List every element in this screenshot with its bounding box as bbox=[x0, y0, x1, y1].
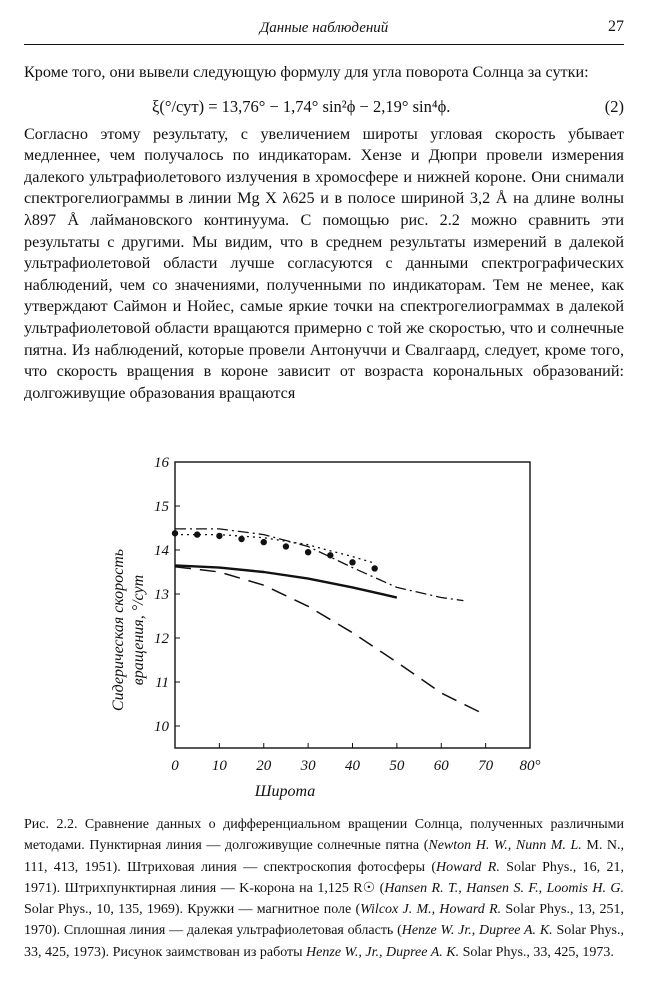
caption-ref-author: Henze W., Jr., Dupree A. K. bbox=[306, 944, 460, 960]
magnetic-field-point bbox=[238, 536, 244, 542]
x-tick-label: 80° bbox=[519, 758, 541, 774]
caption-text: Рис. 2.2. Сравнение данных о дифференциальном вращении Солнца, полученных различными методами. Пунктирная линия — долгоживущие солнечные пятна ( bbox=[24, 817, 624, 854]
magnetic-field-point bbox=[283, 543, 289, 549]
formula bbox=[24, 88, 624, 122]
page-header bbox=[24, 18, 624, 40]
magnetic-field-point bbox=[371, 565, 377, 571]
caption-ref-author: Howard R. bbox=[436, 859, 500, 875]
magnetic-field-point bbox=[349, 559, 355, 565]
x-tick-label: 70 bbox=[478, 758, 494, 774]
formula-number: (2) bbox=[604, 96, 624, 116]
y-axis-label: вращения, °/сут bbox=[130, 574, 147, 686]
running-title: Данные наблюдений bbox=[259, 20, 389, 36]
caption-ref-author: Hansen R. T., Hansen S. F., Loomis H. G. bbox=[384, 880, 625, 896]
x-tick-label: 30 bbox=[300, 758, 316, 774]
intro-paragraph: Кроме того, они вывели следующую формулу для угла поворота Солнца за сутки: bbox=[24, 63, 589, 81]
magnetic-field-point bbox=[216, 533, 222, 539]
series-line-dashdot bbox=[175, 529, 463, 601]
x-tick-label: 50 bbox=[389, 758, 405, 774]
series-line-dotted bbox=[175, 535, 375, 564]
x-tick-label: 0 bbox=[171, 758, 179, 774]
figure-caption bbox=[24, 814, 624, 963]
y-tick-label: 15 bbox=[154, 499, 169, 515]
magnetic-field-point bbox=[194, 531, 200, 537]
y-tick-label: 12 bbox=[154, 631, 169, 647]
caption-ref-author: Wilcox J. M., Howard R. bbox=[360, 902, 502, 918]
caption-text: Solar Phys., 33, 425, 1973). Рисунок заимствован из работы bbox=[24, 923, 624, 960]
body-paragraph: Согласно этому результату, с увеличением широты угловая скорость убывает медленнее, чем получалось по индикаторам. Хензе и Дюпри провели измерения далекого ультрафиолетового излучения в хромосфере и нижней короне. Они снимали спектрогелиограммы в линии Mg X λ625 и в полосе шириной 3,2 Å на длине волны λ897 Å лаймановского континуума. С помощью рис. 2.2 можно сравнить эти результаты с другими. Мы видим, что в среднем результаты измерений в далекой ультрафиолетовой области лучше согласуются с данными спектрографических наблюдений, чем со значениями, полученными по индикаторам. Тем не менее, как утверждают Саймон и Нойес, самые яркие точки на спектрогелиограммах в далекой ультрафиолетовой области вращаются примерно с той же скоростью, что и солнечные пятна. Из наблюдений, которые провели Антонуччи и Свалгаард, следует, кроме того, что скорость вращения в короне зависит от возраста корональных образований: долгоживущие образования вращаются bbox=[24, 124, 624, 402]
y-tick-label: 11 bbox=[155, 675, 169, 691]
x-tick-label: 10 bbox=[211, 758, 227, 774]
magnetic-field-point bbox=[305, 549, 311, 555]
y-tick-label: 14 bbox=[154, 543, 169, 559]
x-tick-label: 60 bbox=[433, 758, 449, 774]
y-axis-label: Сидерическая скорость bbox=[110, 548, 127, 712]
caption-text: Solar Phys., 10, 135, 1969). Кружки — магнитное поле ( bbox=[24, 902, 361, 918]
caption-ref-author: Newton H. W., Nunn M. L. bbox=[428, 838, 582, 854]
caption-text: M. N., 111, 413, 1951). Штриховая линия — спектроскопия фотосферы ( bbox=[24, 838, 624, 875]
magnetic-field-point bbox=[172, 530, 178, 536]
x-tick-label: 40 bbox=[345, 758, 360, 774]
y-tick-label: 10 bbox=[154, 719, 169, 735]
caption-text: Solar Phys., 16, 21, 1971). Штрихпунктирная линия — K-корона на 1,125 R☉ ( bbox=[24, 859, 624, 896]
series-line-dashed bbox=[175, 567, 486, 715]
magnetic-field-point bbox=[327, 552, 333, 558]
body-text bbox=[24, 62, 624, 404]
formula-expression: ξ(°/сут) = 13,76° − 1,74° sin²ϕ − 2,19° sin⁴ϕ. bbox=[152, 96, 451, 116]
rotation-chart bbox=[95, 450, 555, 800]
caption-text: Solar Phys., 33, 425, 1973. bbox=[459, 944, 614, 960]
y-tick-label: 16 bbox=[154, 455, 169, 471]
x-tick-label: 20 bbox=[256, 758, 272, 774]
plot-frame bbox=[175, 462, 530, 748]
magnetic-field-point bbox=[261, 539, 267, 545]
caption-ref-author: Henze W. Jr., Dupree A. K. bbox=[401, 923, 553, 939]
header-rule bbox=[24, 44, 624, 45]
x-axis-label: Широта bbox=[254, 783, 316, 800]
page-number: 27 bbox=[608, 18, 624, 35]
y-tick-label: 13 bbox=[154, 587, 169, 603]
caption-text: Solar Phys., 13, 251, 1970). Сплошная линия — далекая ультрафиолетовая область ( bbox=[24, 902, 624, 939]
